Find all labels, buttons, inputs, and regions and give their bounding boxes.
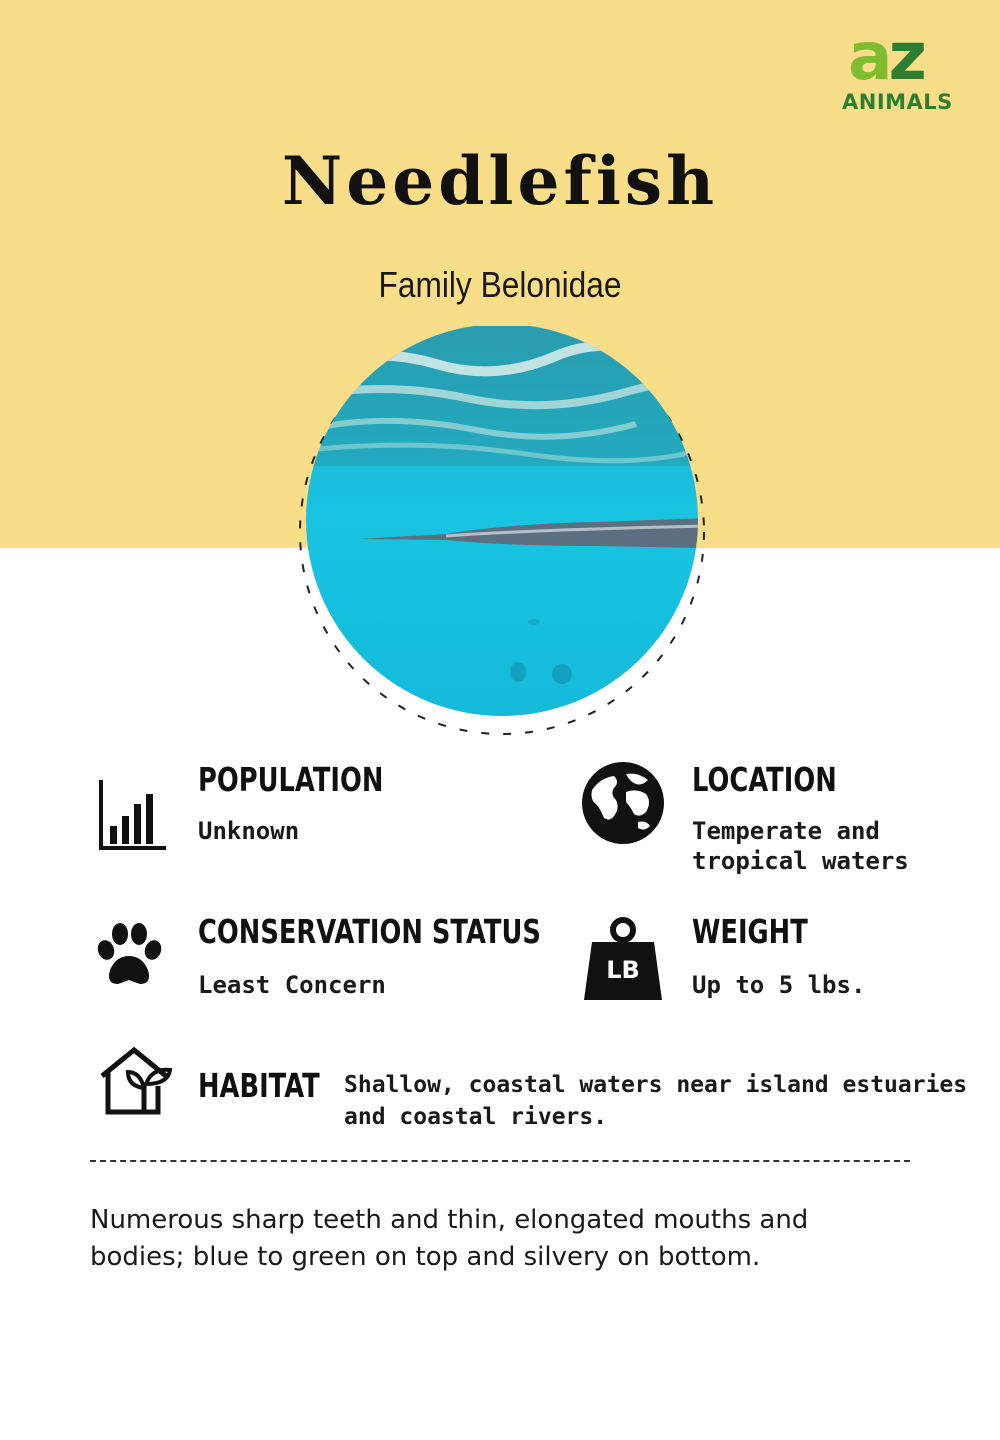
house-plant-icon (98, 1046, 178, 1120)
conservation-value: Least Concern (198, 971, 386, 999)
location-value-line2: tropical waters (692, 847, 909, 875)
weight-label: WEIGHT (692, 912, 808, 951)
weight-icon-text: LB (606, 956, 640, 984)
logo-mark: az (848, 18, 923, 95)
logo-brand: ANIMALS (842, 90, 953, 114)
section-divider (90, 1160, 910, 1162)
page-subtitle: Family Belonidae (378, 264, 622, 305)
animal-photo (296, 326, 708, 738)
habitat-label: HABITAT (198, 1066, 320, 1105)
paw-icon (94, 920, 164, 994)
globe-icon (580, 760, 666, 850)
location-label: LOCATION (692, 760, 837, 799)
weight-icon (580, 916, 666, 1008)
population-value: Unknown (198, 817, 300, 845)
habitat-value-line1: Shallow, coastal waters near island estuaries (344, 1072, 968, 1098)
conservation-label: CONSERVATION STATUS (198, 912, 541, 951)
az-animals-logo[interactable] (840, 18, 970, 122)
population-label: POPULATION (198, 760, 384, 799)
page-title: Needlefish (281, 142, 719, 220)
location-value-line1: Temperate and (692, 817, 880, 845)
habitat-value-line2: and coastal rivers. (344, 1104, 608, 1130)
bar-chart-icon (98, 780, 168, 856)
description: Numerous sharp teeth and thin, elongated mouths and bodies; blue to green on top and silvery on bottom. (90, 1205, 809, 1272)
weight-value: Up to 5 lbs. (692, 971, 866, 999)
